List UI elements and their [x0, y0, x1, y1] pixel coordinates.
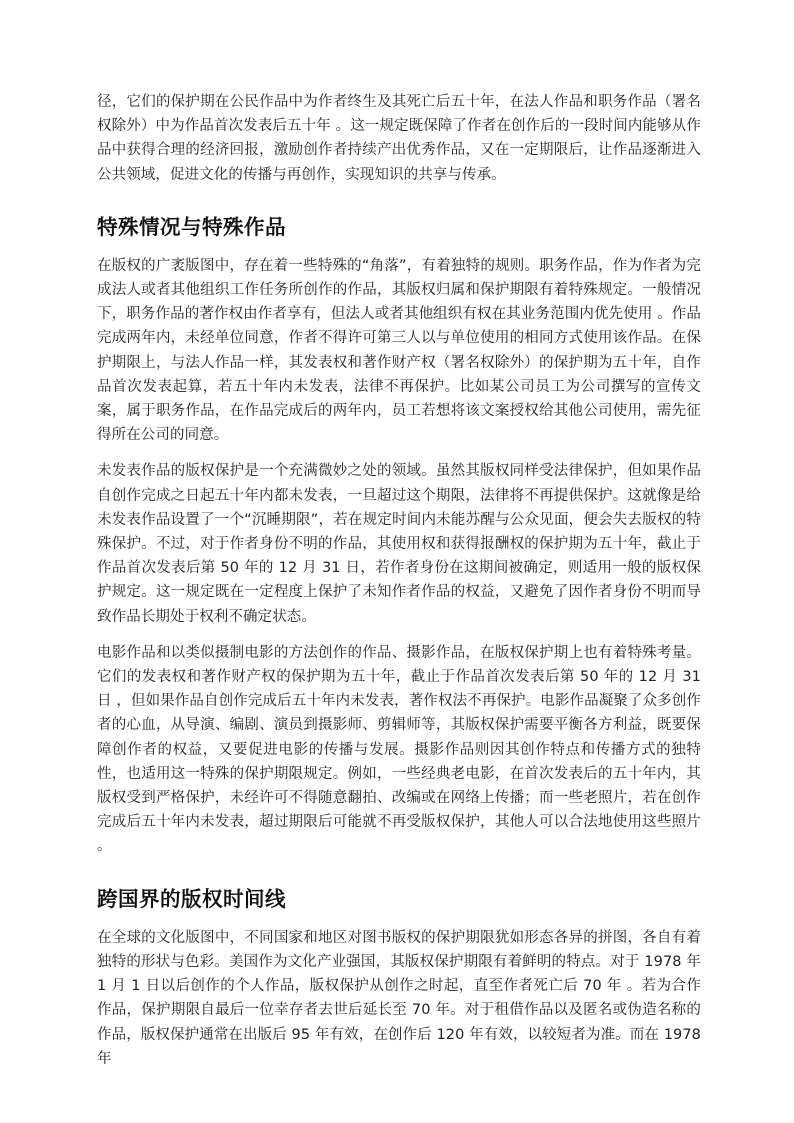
- paragraph-unpublished-works: 未发表作品的版权保护是一个充满微妙之处的领域。虽然其版权同样受法律保护，但如果作品自创作完成之日起五十年内都未发表，一旦超过这个期限，法律将不再提供保护。这就像是给未发表作品设置了一个“沉睡期限”，若在规定时间内未能苏醒与公众见面，便会失去版权的特殊保护。不过，对于作者身份不明的作品，其使用权和获得报酬权的保护期为五十年，截止于作品首次发表后第 50 年的 12 月 31 日，若作者身份在这期间被确定，则适用一般的版权保护规定。这一规定既在一定程度上保护了未知作者作品的权益，又避免了因作者身份不明而导致作品长期处于权利不确定状态。: [97, 463, 701, 625]
- document-page: [97, 90, 701, 1083]
- intro-paragraph: 径，它们的保护期在公民作品中为作者终生及其死亡后五十年，在法人作品和职务作品（署名权除外）中为作品首次发表后五十年 。这一规定既保障了作者在创作后的一段时间内能够从作品中获得合理的经济回报，激励创作者持续产出优秀作品，又在一定期限后，让作品逐渐进入公共领域，促进文化的传播与再创作，实现知识的共享与传承。: [97, 94, 701, 183]
- paragraph-global-terms: 在全球的文化版图中，不同国家和地区对图书版权的保护期限犹如形态各异的拼图，各自有着独特的形状与色彩。美国作为文化产业强国，其版权保护期限有着鲜明的特点。对于 1978 年 1 月 1 日以后创作的个人作品，版权保护从创作之时起，直至作者死亡后 70 年 。若为合作作品，保护期限自最后一位幸存者去世后延长至 70 年。对于租借作品以及匿名或伪造名称的作品，版权保护通常在出版后 95 年有效，在创作后 120 年有效，以较短者为准。而在 1978 年: [97, 929, 701, 1067]
- paragraph-film-photo-works: 电影作品和以类似摄制电影的方法创作的作品、摄影作品，在版权保护期上也有着特殊考量。它们的发表权和著作财产权的保护期为五十年，截止于作品首次发表后第 50 年的 12 月 31 日 ，但如果作品自创作完成后五十年内未发表，著作权法不再保护。电影作品凝聚了众多创作者的心血，从导演、编剧、演员到摄影师、剪辑师等，其版权保护需要平衡各方利益，既要保障创作者的权益，又要促进电影的传播与发展。摄影作品则因其创作特点和传播方式的独特性，也适用这一特殊的保护期限规定。例如，一些经典老电影，在首次发表后的五十年内，其版权受到严格保护，未经许可不得随意翻拍、改编或在网络上传播；而一些老照片，若在创作完成后五十年内未发表，超过期限后可能就不再受版权保护，其他人可以合法地使用这些照片 。: [97, 644, 701, 855]
- section-heading-cross-border: 跨国界的版权时间线: [97, 886, 286, 911]
- paragraph-work-for-hire: 在版权的广袤版图中，存在着一些特殊的“角落”，有着独特的规则。职务作品，作为作者为完成法人或者其他组织工作任务所创作的作品，其版权归属和保护期限有着特殊规定。一般情况下，职务作品的著作权由作者享有，但法人或者其他组织有权在其业务范围内优先使用 。作品完成两年内，未经单位同意，作者不得许可第三人以与单位使用的相同方式使用该作品。在保护期限上，与法人作品一样，其发表权和著作财产权（署名权除外）的保护期为五十年，自作品首次发表起算，若五十年内未发表，法律不再保护。比如某公司员工为公司撰写的宣传文案，属于职务作品，在作品完成后的两年内，员工若想将该文案授权给其他公司使用，需先征得所在公司的同意。: [97, 257, 701, 444]
- section-heading-special-works: 特殊情况与特殊作品: [97, 214, 286, 239]
